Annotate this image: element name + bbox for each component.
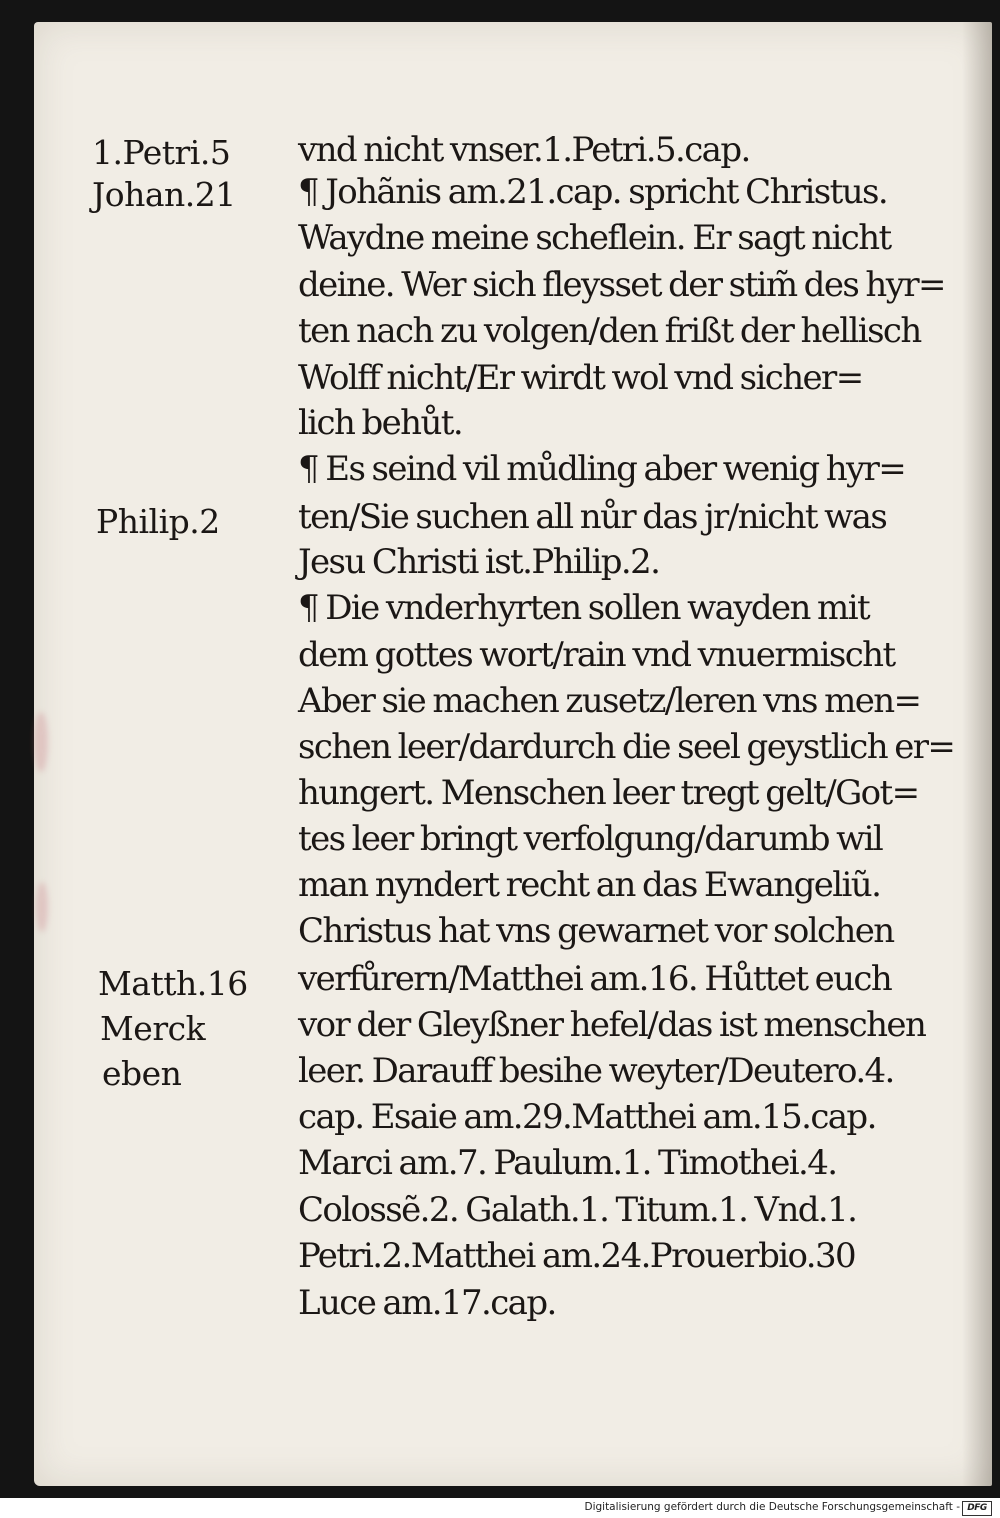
dfg-logo: DFG <box>962 1501 992 1516</box>
text-line: lich behůt. <box>298 403 463 443</box>
text-line: Christus hat vns gewarnet vor solchen <box>298 911 894 951</box>
margin-note: Philip.2 <box>96 502 220 541</box>
margin-note: eben <box>102 1054 182 1093</box>
text-line: man nyndert recht an das Ewangeliũ. <box>298 865 881 905</box>
text-line: ¶ Johãnis am.21.cap. spricht Christus. <box>298 172 888 212</box>
funding-credit: Digitalisierung gefördert durch die Deutsche Forschungsgemeinschaft - <box>584 1501 960 1513</box>
footer-bar <box>0 1498 1000 1518</box>
text-line: cap. Esaie am.29.Matthei am.15.cap. <box>298 1097 876 1137</box>
text-line: Petri.2.Matthei am.24.Prouerbio.30 <box>298 1236 856 1276</box>
text-line: Wolff nicht/Er wirdt wol vnd sicher= <box>298 358 863 398</box>
text-line: schen leer/dardurch die seel geystlich er= <box>298 727 955 767</box>
text-line: Waydne meine scheflein. Er sagt nicht <box>298 218 891 258</box>
margin-note: Johan.21 <box>92 175 236 214</box>
text-line: Marci am.7. Paulum.1. Timothei.4. <box>298 1143 837 1183</box>
text-line: ¶ Die vnderhyrten sollen wayden mit <box>298 588 870 628</box>
text-line: Luce am.17.cap. <box>298 1283 556 1323</box>
text-line: ten nach zu volgen/den frißt der hellisch <box>298 311 921 351</box>
text-line: leer. Darauff besihe weyter/Deutero.4. <box>298 1051 894 1091</box>
margin-note: 1.Petri.5 <box>92 133 231 172</box>
text-line: vor der Gleyßner hefel/das ist menschen <box>298 1005 926 1045</box>
margin-note: Merck <box>100 1009 206 1048</box>
text-line: hungert. Menschen leer tregt gelt/Got= <box>298 773 919 813</box>
text-line: verfůrern/Matthei am.16. Hůttet euch <box>298 959 892 999</box>
margin-note: Matth.16 <box>98 964 248 1003</box>
text-line: Colossẽ.2. Galath.1. Titum.1. Vnd.1. <box>298 1190 857 1230</box>
page-stain <box>36 882 48 932</box>
text-line: ten/Sie suchen all nůr das jr/nicht was <box>298 497 887 537</box>
text-line: ¶ Es seind vil můdling aber wenig hyr= <box>298 449 906 489</box>
text-line: tes leer bringt verfolgung/darumb wil <box>298 819 883 859</box>
page-stain <box>34 712 48 772</box>
text-line: vnd nicht vnser.1.Petri.5.cap. <box>298 130 750 170</box>
page-edge-shadow <box>962 22 992 1486</box>
text-line: Jesu Christi ist.Philip.2. <box>298 542 660 582</box>
text-line: dem gottes wort/rain vnd vnuermischt <box>298 635 895 675</box>
text-line: Aber sie machen zusetz/leren vns men= <box>298 681 921 721</box>
text-line: deine. Wer sich fleysset der stim̃ des hyr= <box>298 265 945 305</box>
